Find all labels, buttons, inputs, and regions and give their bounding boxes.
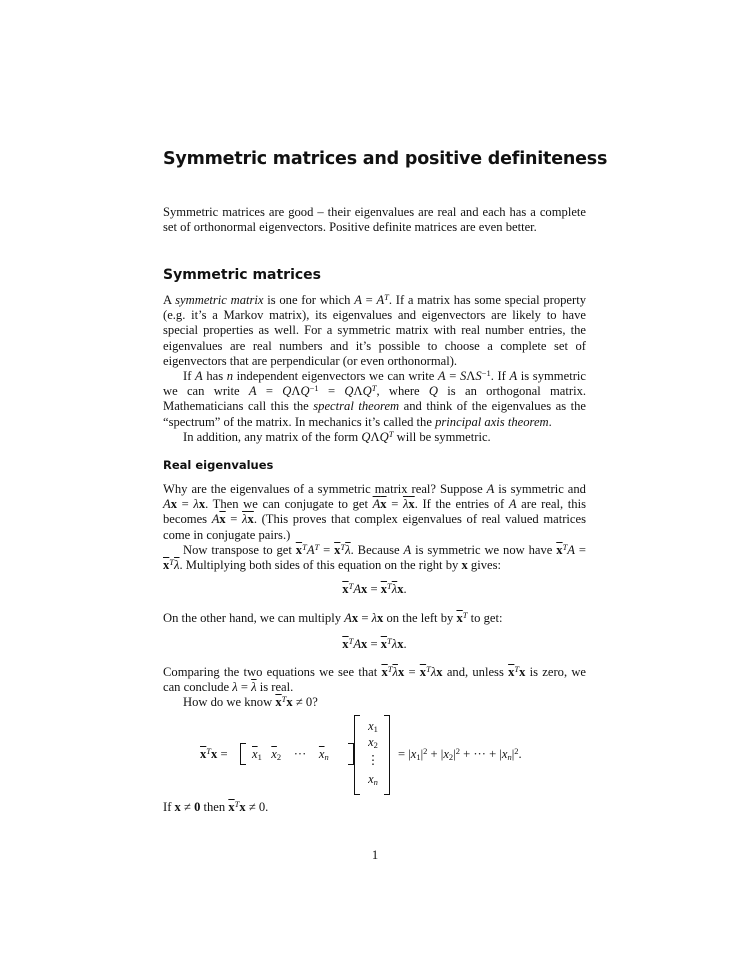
- paragraph-other-hand: On the other hand, we can multiply Ax = λx on the left by $\overline{x}^T$ to get:: [163, 610, 503, 625]
- page-number: 1: [371, 848, 379, 862]
- equation-norm-expansion: $\overline{x}^Tx$ = $\overline{x}_1$ $\overline{x}_2$ ··· $\overline{x}_n$ $x_1$ $x_2$ ⋮ $x_n$ = $|x_1|^2 + |x_2|^2$ + ··· + $|x_n|^2$.: [200, 715, 560, 795]
- section-heading-real-eigenvalues: Real eigenvalues: [163, 458, 274, 472]
- row-vector: $\overline{x}_1$ $\overline{x}_2$ ··· $\overline{x}_n$: [240, 741, 354, 765]
- paragraph-transpose: Now transpose to get $\overline{x}^TA^T = \overline{x}^T\overline{\lambda}$. Because A is symmetric we now have $\overline{x}^TA = \overline{x}^T\overline{\lambda}$. Multiplying both sides of this equation on the right by x gives:: [163, 541, 586, 573]
- intro-text: Symmetric matrices are good – their eigenvalues are real and each has a complete set of orthonormal eigenvectors. Positive definite matrices are even better.: [163, 205, 586, 235]
- paragraph-q-lambda-qt: In addition, any matrix of the form $Q\Lambda Q^T$ will be symmetric.: [183, 428, 491, 444]
- page-title: Symmetric matrices and positive definiteness: [163, 149, 608, 169]
- column-vector: $x_1$ $x_2$ ⋮ $x_n$: [354, 715, 390, 795]
- intro-paragraph: [163, 205, 586, 235]
- equation-1: $\overline{x}^TAx = \overline{x}^T\overline{\lambda}x$.: [342, 581, 407, 596]
- paragraph-conclusion: If x ≠ 0 then $\overline{x}^Tx \ne 0$.: [163, 799, 269, 814]
- paragraph-comparing: Comparing the two equations we see that $\overline{x}^T\overline{\lambda}x = \overline{x}^T\lambda x$ and, unless $\overline{x}^Tx$ is zero, we can conclude $\lambda = \overline{\lambda}$ is real. How do we know $\overline{x}^Tx \ne 0$?: [163, 664, 586, 710]
- section-real-eigenvalues-body: [163, 482, 586, 573]
- paragraph-spectral-theorem: If A has n independent eigenvectors we can write $A = S\Lambda S^{-1}$. If A is symmetric we can write $A = Q\Lambda Q^{-1} = Q\Lambda Q^T$, where Q is an orthogonal matrix. Mathematicians call this the spectral theorem and think of the eigenvalues as the “spectrum” of the matrix. In mechanics it’s called the principal axis theorem.: [163, 368, 587, 429]
- section-heading-symmetric-matrices: Symmetric matrices: [163, 267, 322, 283]
- paragraph-definition: A symmetric matrix is one for which $A = A^T$. If a matrix has some special property (e.g. it’s a Markov matrix), its eigenvalues and eigenvectors are likely to have special properties as well. For a symmetric matrix with real number entries, the eigenvalues are real numbers and it’s possible to choose a complete set of eigenvectors that are perpendicular (or even orthonormal).: [163, 292, 586, 368]
- equation-2: $\overline{x}^TAx = \overline{x}^T\lambda x$.: [342, 636, 407, 651]
- paragraph-why-real: Why are the eigenvalues of a symmetric matrix real? Suppose A is symmetric and Ax = λx. Then we can conjugate to get Ax = λx. If the entries of A are real, this becomes $A\overline{x} = \overline{\lambda}\overline{x}$. (This proves that complex eigenvalues of real valued matrices come in conjugate pairs.): [163, 482, 586, 542]
- section-symmetric-matrices-body: [163, 293, 586, 445]
